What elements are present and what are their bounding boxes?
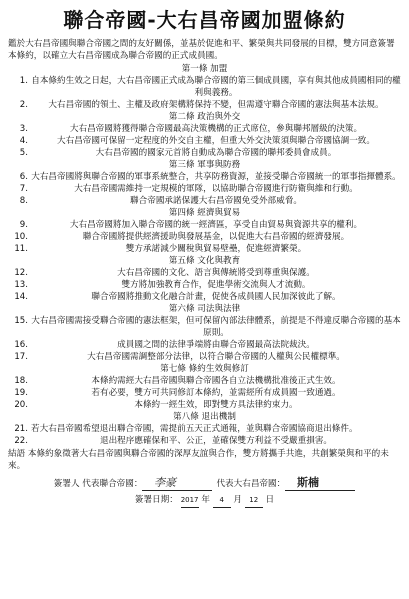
united-signatory-label: 簽署人 代表聯合帝國： [53,479,143,489]
section-heading: 第四條 經濟與貿易 [168,208,241,218]
treaty-sections [8,63,401,447]
article [8,147,401,159]
article [8,375,401,387]
article [8,399,401,411]
signing-day: 12 [245,493,263,508]
signing-date [8,493,401,508]
article-number: 15. [14,316,28,326]
article [8,99,401,111]
signing-month-suffix: 月 [233,495,243,505]
article-number: 11. [14,244,28,254]
article-number: 18. [14,376,28,386]
article-text: 聯合帝國將提供經濟援助與發展基金，以促進大右昌帝國的經濟發展。 [82,232,350,242]
article-text: 大右昌帝國可保留一定程度的外交自主權，但重大外交決策須與聯合帝國協調一致。 [57,136,375,146]
article-text: 退出程序應確保和平、公正，並確保雙方利益不受嚴重損害。 [99,436,333,446]
united-signature-text: 李豪 [154,476,177,489]
yuchang-signatory-label: 代表大右昌帝國： [216,479,286,489]
article-number: 10. [14,232,28,242]
article-number: 21. [14,424,28,434]
article [8,435,401,447]
signing-date-label: 簽署日期： [134,495,178,505]
yuchang-signature-text: 斯楠 [297,476,320,489]
article [8,315,401,339]
article-text: 若大右昌帝國希望退出聯合帝國，需提前五天正式通報，並與聯合帝國協商退出條件。 [31,424,358,434]
article-number: 14. [14,292,28,302]
section-heading: 第六條 司法與法律 [168,304,241,314]
article-text: 大右昌帝國將獲得聯合帝國最高決策機構的正式席位，參與聯邦層級的決策。 [69,124,363,134]
article-text: 大右昌帝國的國家元首將自動成為聯合帝國的聯邦委員會成員。 [95,148,337,158]
article [8,291,401,303]
article-text: 本條約需經大右昌帝國與聯合帝國各自立法機構批准後正式生效。 [91,376,341,386]
signing-month: 4 [213,493,231,508]
article [8,387,401,399]
article-text: 大右昌帝國的文化、語言與傳統將受到尊重與保護。 [117,268,315,278]
document-title: 聯合帝國-大右昌帝國加盟條約 [63,8,346,32]
article [8,339,401,351]
section-heading: 第七條 條約生效與修訂 [160,364,249,374]
yuchang-signature [285,476,355,491]
article [8,123,401,135]
article-text: 雙方將加強教育合作，促進學術交流與人才流動。 [121,280,311,290]
section-heading: 第八條 退出機制 [173,412,236,422]
article [8,279,401,291]
article-text: 大右昌帝國將加入聯合帝國的統一經濟區，享受自由貿易與資源共享的權利。 [69,220,363,230]
article-text: 雙方承諾減少關稅與貿易壁壘，促進經濟繁榮。 [125,244,307,254]
article-number: 9. [19,220,28,230]
article [8,219,401,231]
article-number: 13. [14,280,28,290]
article-text: 本條約一經生效，即對雙方具法律約束力。 [134,400,298,410]
conclusion: 結語 本條約象徵著大右昌帝國與聯合帝國的深厚友誼與合作，雙方將攜手共進，共創繁榮與和平的未來。 [8,449,389,471]
article-number: 2. [19,100,28,110]
article-number: 6. [19,172,28,182]
section-heading: 第五條 文化與教育 [168,256,241,266]
article [8,171,401,183]
signature-row [8,476,401,491]
article-text: 大右昌帝國需接受聯合帝國的憲法框架，但可保留內部法律體系，前提是不得違反聯合帝國的基本原則。 [31,316,401,338]
article [8,135,401,147]
united-signature [142,476,212,491]
article-number: 4. [19,136,28,146]
article-text: 大右昌帝國的領土、主權及政府架構將保持不變，但需遵守聯合帝國的憲法與基本法規。 [48,100,384,110]
section-heading: 第二條 政治與外交 [168,112,241,122]
article-number: 8. [19,196,28,206]
article [8,231,401,243]
article-number: 17. [14,352,28,362]
article-text: 自本條約生效之日起，大右昌帝國正式成為聯合帝國的第三個成員國，享有與其他成員國相同的權利與義務。 [31,76,401,98]
signing-year: 2017 [181,493,199,508]
article-number: 22. [14,436,28,446]
article-text: 成員國之間的法律爭端將由聯合帝國最高法院裁決。 [117,340,315,350]
article-number: 20. [14,400,28,410]
article [8,243,401,255]
section-heading: 第三條 軍事與防務 [168,160,241,170]
article-number: 16. [14,340,28,350]
article [8,267,401,279]
article [8,75,401,99]
article-number: 1. [19,76,28,86]
article-number: 5. [19,148,28,158]
article-text: 聯合帝國承諾保護大右昌帝國免受外部威脅。 [130,196,302,206]
article-text: 大右昌帝國需調整部分法律，以符合聯合帝國的人權與公民權標準。 [87,352,345,362]
article-number: 3. [19,124,28,134]
article [8,183,401,195]
article-text: 大右昌帝國將與聯合帝國的軍事系統整合，共享防務資源，並接受聯合帝國統一的軍事指揮體系。 [31,172,401,182]
article [8,195,401,207]
article-number: 12. [14,268,28,278]
article-text: 大右昌帝國需維持一定規模的軍隊，以協助聯合帝國進行防衛與維和行動。 [74,184,358,194]
signing-day-suffix: 日 [265,495,275,505]
preamble: 鑑於大右昌帝國與聯合帝國之間的友好關係，並基於促進和平、繁榮與共同發展的目標，雙方同意簽署本條約，以確立大右昌帝國成為聯合帝國的正式成員國。 [8,39,395,61]
article-number: 7. [19,184,28,194]
article-number: 19. [14,388,28,398]
united-signature-mark [150,474,202,490]
article [8,423,401,435]
article [8,351,401,363]
yuchang-signature-mark [293,474,345,490]
signing-year-suffix: 年 [201,495,210,505]
article-text: 聯合帝國將推動文化融合計畫，促使各成員國人民加深彼此了解。 [91,292,341,302]
section-heading: 第一條 加盟 [181,64,228,74]
article-text: 若有必要，雙方可共同修訂本條約，並需經所有成員國一致通過。 [91,388,341,398]
